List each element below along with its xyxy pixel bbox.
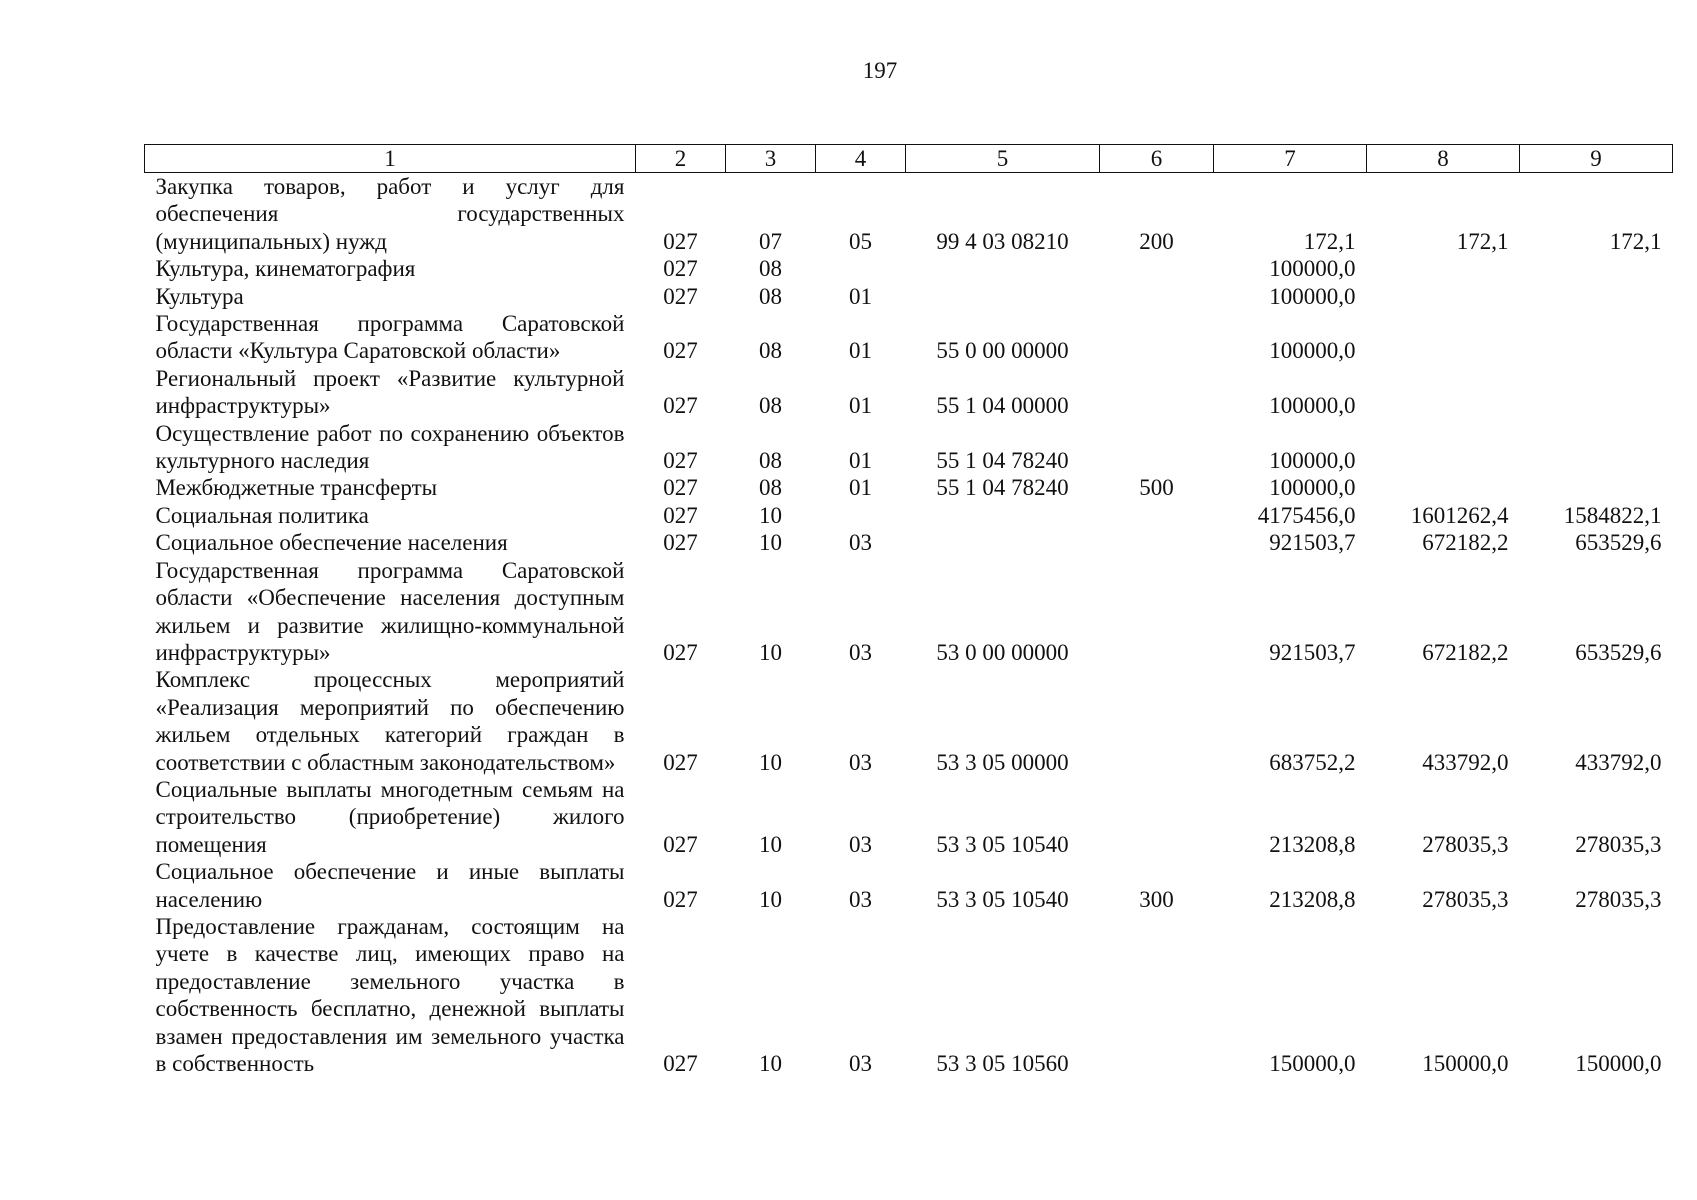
row-description: Региональный проект «Развитие культурной инфраструктуры» xyxy=(155,365,625,419)
chapter-code: 027 xyxy=(663,530,698,556)
subsection-code: 03 xyxy=(849,831,872,857)
row-description: Социальная политика xyxy=(155,502,369,528)
section-code: 10 xyxy=(759,886,782,912)
expense-type-code xyxy=(1100,776,1214,858)
expense-type-code xyxy=(1100,666,1214,776)
amount-col-7: 4175456,0 xyxy=(1257,502,1356,528)
section-code: 10 xyxy=(759,639,782,665)
page-number: 197 xyxy=(862,58,898,83)
amount-col-9 xyxy=(1520,310,1673,365)
chapter-code: 027 xyxy=(663,639,698,665)
table-row xyxy=(145,173,1673,256)
target-article-code xyxy=(906,529,1100,556)
target-article-code xyxy=(906,255,1100,282)
subsection-code: 03 xyxy=(849,1051,872,1076)
target-article-code: 99 4 03 08210 xyxy=(936,228,1069,254)
subsection-code xyxy=(816,502,906,529)
amount-col-7: 683752,2 xyxy=(1269,749,1356,775)
amount-col-7: 921503,7 xyxy=(1269,530,1356,556)
expense-type-code xyxy=(1100,502,1214,529)
chapter-code: 027 xyxy=(663,502,698,528)
subsection-code: 01 xyxy=(849,283,872,309)
table-row xyxy=(145,310,1673,365)
row-description: Социальные выплаты многодетным семьям на строительство (приобретение) жилого помещения xyxy=(155,776,625,857)
target-article-code: 53 3 05 10560 xyxy=(936,1051,1069,1076)
row-description: Культура, кинематография xyxy=(155,256,416,282)
section-code: 08 xyxy=(759,448,782,474)
amount-col-8 xyxy=(1367,420,1520,475)
table-row xyxy=(145,913,1673,1077)
amount-col-8: 672182,2 xyxy=(1422,530,1509,556)
amount-col-8: 150000,0 xyxy=(1422,1051,1509,1076)
column-header: 1 xyxy=(145,145,636,173)
chapter-code: 027 xyxy=(663,886,698,912)
amount-col-8 xyxy=(1367,255,1520,282)
expense-type-code xyxy=(1100,365,1214,420)
subsection-code: 03 xyxy=(849,639,872,665)
row-description: Государственная программа Саратовской области «Культура Саратовской области» xyxy=(155,311,625,364)
table-row xyxy=(145,365,1673,420)
chapter-code: 027 xyxy=(663,448,698,474)
target-article-code xyxy=(906,502,1100,529)
amount-col-8 xyxy=(1367,365,1520,420)
subsection-code: 03 xyxy=(849,886,872,912)
section-code: 10 xyxy=(759,1051,782,1076)
table-row xyxy=(145,529,1673,556)
amount-col-7: 172,1 xyxy=(1303,228,1356,254)
subsection-code: 01 xyxy=(849,393,872,419)
expense-type-code: 200 xyxy=(1139,228,1174,254)
amount-col-7: 213208,8 xyxy=(1269,886,1356,912)
subsection-code: 03 xyxy=(849,749,872,775)
expense-type-code xyxy=(1100,529,1214,556)
target-article-code: 55 0 00 00000 xyxy=(936,338,1069,364)
amount-col-7: 213208,8 xyxy=(1269,831,1356,857)
section-code: 07 xyxy=(759,228,782,254)
row-description: Государственная программа Саратовской области «Обеспечение населения доступным жильем и развитие жилищно-коммунальной инфраструктуры» xyxy=(155,557,625,665)
table-row xyxy=(145,255,1673,282)
row-description: Предоставление гражданам, состоящим на учете в качестве лиц, имеющих право на предоставление земельного участка в собственность бесплатно, денежной выплаты взамен предоставления им земельного участка в собственность xyxy=(155,913,625,1076)
chapter-code: 027 xyxy=(663,283,698,309)
subsection-code: 05 xyxy=(849,228,872,254)
row-description: Осуществление работ по сохранению объектов культурного наследия xyxy=(155,420,625,474)
row-description: Комплекс процессных мероприятий «Реализация мероприятий по обеспечению жильем отдельных категорий граждан в соответствии с областным законодательством» xyxy=(155,667,625,775)
target-article-code: 55 1 04 78240 xyxy=(936,448,1069,474)
chapter-code: 027 xyxy=(663,475,698,501)
table-row xyxy=(145,776,1673,858)
subsection-code: 01 xyxy=(849,475,872,501)
amount-col-9: 433792,0 xyxy=(1575,749,1662,775)
amount-col-9 xyxy=(1520,255,1673,282)
column-header: 3 xyxy=(726,145,816,173)
column-header: 5 xyxy=(906,145,1100,173)
amount-col-8: 278035,3 xyxy=(1422,886,1509,912)
amount-col-8: 278035,3 xyxy=(1422,831,1509,857)
chapter-code: 027 xyxy=(663,1051,698,1076)
table-row xyxy=(145,283,1673,310)
chapter-code: 027 xyxy=(663,256,698,282)
section-code: 10 xyxy=(759,530,782,556)
amount-col-9: 150000,0 xyxy=(1575,1051,1662,1076)
chapter-code: 027 xyxy=(663,393,698,419)
amount-col-9 xyxy=(1520,283,1673,310)
amount-col-9 xyxy=(1520,365,1673,420)
column-header: 7 xyxy=(1214,145,1367,173)
target-article-code: 55 1 04 78240 xyxy=(936,475,1069,501)
subsection-code xyxy=(816,255,906,282)
table-row xyxy=(145,858,1673,913)
expense-type-code xyxy=(1100,420,1214,475)
expense-type-code: 300 xyxy=(1139,886,1174,912)
amount-col-7: 100000,0 xyxy=(1269,283,1356,309)
target-article-code: 53 3 05 10540 xyxy=(936,831,1069,857)
amount-col-9: 653529,6 xyxy=(1575,639,1662,665)
amount-col-8 xyxy=(1367,310,1520,365)
expense-type-code xyxy=(1100,283,1214,310)
subsection-code: 03 xyxy=(849,530,872,556)
table-row xyxy=(145,666,1673,776)
budget-table xyxy=(144,144,1673,1077)
column-header: 4 xyxy=(816,145,906,173)
amount-col-9: 1584822,1 xyxy=(1563,502,1662,528)
amount-col-7: 921503,7 xyxy=(1269,639,1356,665)
subsection-code: 01 xyxy=(849,338,872,364)
target-article-code: 53 0 00 00000 xyxy=(936,639,1069,665)
amount-col-9: 278035,3 xyxy=(1575,886,1662,912)
section-code: 08 xyxy=(759,338,782,364)
section-code: 10 xyxy=(759,749,782,775)
row-description: Социальное обеспечение и иные выплаты населению xyxy=(155,859,625,912)
section-code: 10 xyxy=(759,831,782,857)
expense-type-code xyxy=(1100,913,1214,1077)
column-header: 8 xyxy=(1367,145,1520,173)
table-row xyxy=(145,474,1673,501)
table-row xyxy=(145,557,1673,667)
chapter-code: 027 xyxy=(663,831,698,857)
amount-col-9 xyxy=(1520,474,1673,501)
amount-col-8: 433792,0 xyxy=(1422,749,1509,775)
header-row xyxy=(145,145,1673,173)
amount-col-7: 150000,0 xyxy=(1269,1051,1356,1076)
section-code: 08 xyxy=(759,393,782,419)
amount-col-7: 100000,0 xyxy=(1269,393,1356,419)
amount-col-9: 172,1 xyxy=(1609,228,1662,254)
row-description: Социальное обеспечение населения xyxy=(155,530,508,556)
expense-type-code: 500 xyxy=(1139,475,1174,501)
amount-col-7: 100000,0 xyxy=(1269,338,1356,364)
expense-type-code xyxy=(1100,255,1214,282)
section-code: 08 xyxy=(759,283,782,309)
subsection-code: 01 xyxy=(849,448,872,474)
amount-col-7: 100000,0 xyxy=(1269,475,1356,501)
table-row xyxy=(145,502,1673,529)
amount-col-7: 100000,0 xyxy=(1269,448,1356,474)
amount-col-8 xyxy=(1367,283,1520,310)
column-header: 6 xyxy=(1100,145,1214,173)
amount-col-9: 653529,6 xyxy=(1575,530,1662,556)
target-article-code: 53 3 05 10540 xyxy=(936,886,1069,912)
amount-col-8: 172,1 xyxy=(1456,228,1509,254)
target-article-code: 55 1 04 00000 xyxy=(936,393,1069,419)
row-description: Культура xyxy=(155,283,244,309)
section-code: 10 xyxy=(759,502,782,528)
amount-col-8: 1601262,4 xyxy=(1410,502,1509,528)
amount-col-9: 278035,3 xyxy=(1575,831,1662,857)
chapter-code: 027 xyxy=(663,338,698,364)
target-article-code: 53 3 05 00000 xyxy=(936,749,1069,775)
amount-col-7: 100000,0 xyxy=(1269,256,1356,282)
table-row xyxy=(145,420,1673,475)
section-code: 08 xyxy=(759,475,782,501)
column-header: 9 xyxy=(1520,145,1673,173)
expense-type-code xyxy=(1100,557,1214,667)
expense-type-code xyxy=(1100,310,1214,365)
row-description: Закупка товаров, работ и услуг для обеспечения государственных (муниципальных) нужд xyxy=(155,174,625,254)
section-code: 08 xyxy=(759,256,782,282)
amount-col-8: 672182,2 xyxy=(1422,639,1509,665)
chapter-code: 027 xyxy=(663,749,698,775)
column-header: 2 xyxy=(636,145,726,173)
chapter-code: 027 xyxy=(663,228,698,254)
row-description: Межбюджетные трансферты xyxy=(155,475,438,501)
amount-col-8 xyxy=(1367,474,1520,501)
table-body xyxy=(145,173,1673,1078)
amount-col-9 xyxy=(1520,420,1673,475)
target-article-code xyxy=(906,283,1100,310)
